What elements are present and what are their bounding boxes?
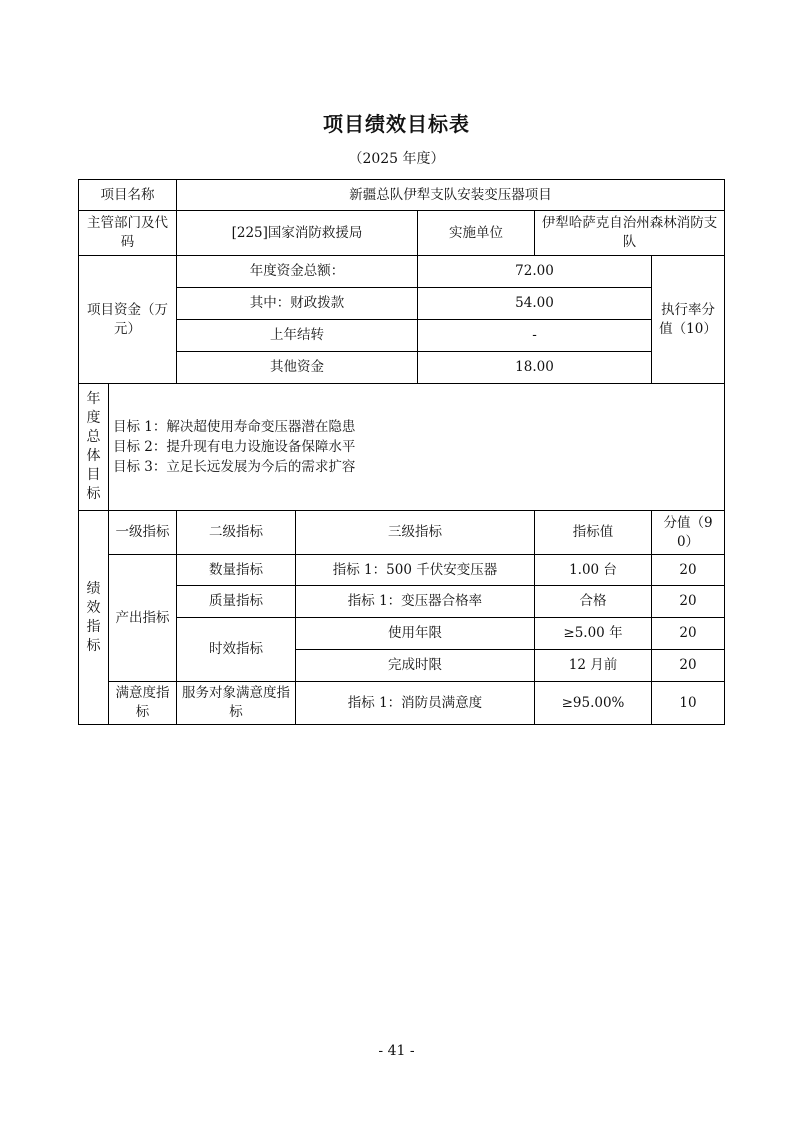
header-level2: 二级指标 [177,511,296,555]
exec-rate-label: 执行率分值（10） [652,256,725,384]
funds-carryover-label: 上年结转 [177,320,418,352]
header-score: 分值（90） [652,511,725,555]
time-indicator-item: 使用年限 [296,618,535,650]
row-funds-total [79,256,725,288]
funds-other-label: 其他资金 [177,352,418,384]
time-indicator-label: 时效指标 [177,618,296,682]
quantity-indicator-value: 1.00 台 [535,555,652,586]
time-indicator-value: 12 月前 [535,650,652,682]
funds-label: 项目资金（万元） [79,256,177,384]
unit-label: 实施单位 [418,211,535,256]
page-number: - 41 - [378,1043,415,1059]
quantity-indicator-score: 20 [652,555,725,586]
row-indicator-headers [79,511,725,555]
document-title: 项目绩效目标表 [323,112,470,136]
service-satisfaction-item: 指标 1：消防员满意度 [296,682,535,725]
service-satisfaction-score: 10 [652,682,725,725]
funds-fiscal-value: 54.00 [418,288,652,320]
row-annual-goals [79,384,725,511]
goal-item: 目标 3：立足长远发展为今后的需求扩容 [113,459,356,475]
quantity-indicator-label: 数量指标 [177,555,296,586]
project-name-label: 项目名称 [79,180,177,211]
dept-value: [225]国家消防救援局 [177,211,418,256]
time-indicator-value: ≥5.00 年 [535,618,652,650]
dept-label: 主管部门及代码 [79,211,177,256]
output-indicator-label: 产出指标 [109,555,177,682]
quality-indicator-value: 合格 [535,586,652,618]
time-indicator-score: 20 [652,650,725,682]
service-satisfaction-value: ≥95.00% [535,682,652,725]
time-indicator-item: 完成时限 [296,650,535,682]
funds-total-value: 72.00 [418,256,652,288]
header-level1: 一级指标 [109,511,177,555]
unit-value: 伊犁哈萨克自治州森林消防支队 [535,211,725,256]
table-row [79,682,725,725]
quality-indicator-label: 质量指标 [177,586,296,618]
time-indicator-score: 20 [652,618,725,650]
performance-goal-table [78,179,725,725]
annual-goals-label: 年度总体目标 [79,384,109,511]
quantity-indicator-item: 指标 1：500 千伏安变压器 [296,555,535,586]
header-value: 指标值 [535,511,652,555]
funds-other-value: 18.00 [418,352,652,384]
document-subtitle: （2025 年度） [348,151,445,167]
satisfaction-indicator-label: 满意度指标 [109,682,177,725]
table-row [79,555,725,586]
goal-item: 目标 1：解决超使用寿命变压器潜在隐患 [113,419,356,435]
quality-indicator-item: 指标 1：变压器合格率 [296,586,535,618]
quality-indicator-score: 20 [652,586,725,618]
header-level3: 三级指标 [296,511,535,555]
funds-fiscal-label: 其中：财政拨款 [177,288,418,320]
row-project-name [79,180,725,211]
annual-goals-content [109,384,725,511]
indicators-label: 绩效指标 [79,511,109,725]
row-department [79,211,725,256]
funds-total-label: 年度资金总额： [177,256,418,288]
funds-carryover-value: - [418,320,652,352]
goal-item: 目标 2：提升现有电力设施设备保障水平 [113,439,356,455]
service-satisfaction-label: 服务对象满意度指标 [177,682,296,725]
project-name-value: 新疆总队伊犁支队安装变压器项目 [177,180,725,211]
